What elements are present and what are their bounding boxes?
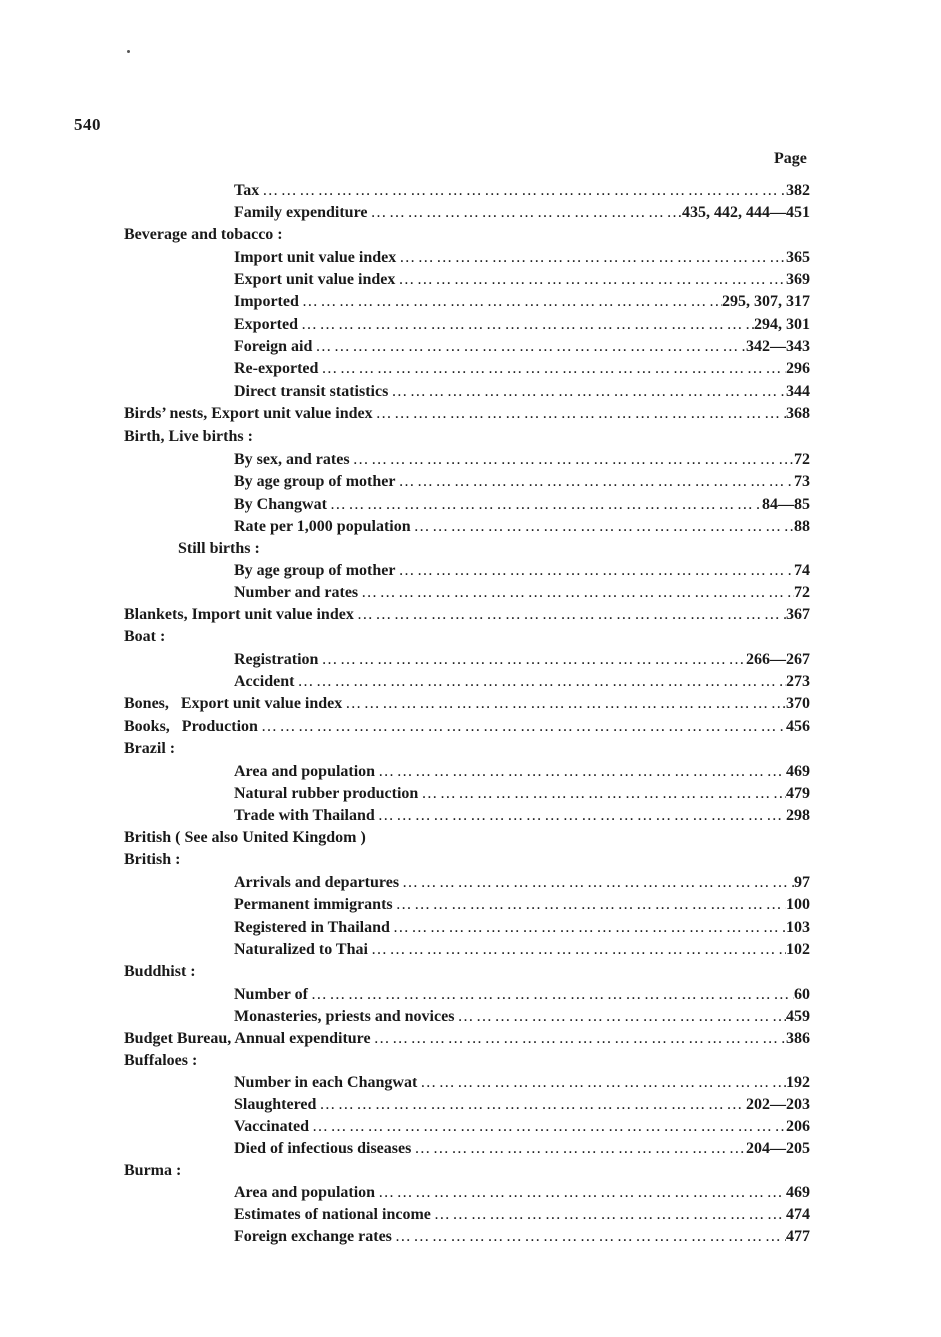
entry-label: Foreign exchange rates xyxy=(234,1228,392,1245)
dot-leader xyxy=(309,1117,786,1137)
index-entry xyxy=(234,495,810,515)
dot-leader xyxy=(392,1227,786,1247)
entry-label: Bones, Export unit value index xyxy=(124,695,343,712)
entry-label: Registration xyxy=(234,651,319,668)
dot-leader xyxy=(318,650,746,670)
entry-pages: 100 xyxy=(786,896,810,913)
entry-pages: 192 xyxy=(786,1074,810,1091)
dot-leader xyxy=(354,605,786,625)
entry-label: Number and rates xyxy=(234,584,359,601)
entry-label: Import unit value index xyxy=(234,249,397,266)
entry-label: Area and population xyxy=(234,763,376,780)
index-entry xyxy=(234,873,810,893)
entry-pages: 368 xyxy=(786,405,810,422)
entry-pages: 369 xyxy=(786,271,810,288)
dot-leader xyxy=(294,672,786,692)
index-entry xyxy=(234,315,810,335)
index-entry xyxy=(234,1205,810,1225)
index-heading: British ( See also United Kingdom ) xyxy=(124,829,366,846)
dot-leader xyxy=(417,1073,786,1093)
entry-label: Vaccinated xyxy=(234,1118,309,1135)
entry-label: Trade with Thailand xyxy=(234,807,375,824)
index-entry xyxy=(234,248,810,268)
entry-label: Slaughtered xyxy=(234,1096,317,1113)
index-entry xyxy=(234,1227,810,1247)
entry-label: Estimates of national income xyxy=(234,1206,431,1223)
entry-pages: 382 xyxy=(786,182,810,199)
index-entry xyxy=(234,1095,810,1115)
entry-pages: 73 xyxy=(794,473,810,490)
entry-pages: 97 xyxy=(794,874,810,891)
dot-leader xyxy=(298,315,754,335)
entry-pages: 296 xyxy=(786,360,810,377)
entry-label: Monasteries, priests and novices xyxy=(234,1008,455,1025)
entry-pages: 477 xyxy=(786,1228,810,1245)
index-heading: British : xyxy=(124,851,181,868)
entry-pages: 469 xyxy=(786,1184,810,1201)
index-entry xyxy=(234,895,810,915)
entry-label: Imported xyxy=(234,293,299,310)
index-entry xyxy=(234,762,810,782)
index-entry xyxy=(234,784,810,804)
entry-label: Number of xyxy=(234,986,308,1003)
entry-pages: 386 xyxy=(786,1030,810,1047)
dot-leader xyxy=(259,181,786,201)
index-heading: Boat : xyxy=(124,628,166,645)
index-entry xyxy=(234,292,810,312)
entry-pages: 103 xyxy=(786,919,810,936)
dot-leader xyxy=(375,762,786,782)
dot-leader xyxy=(316,1095,746,1115)
index-entry xyxy=(234,472,810,492)
entry-pages: 206 xyxy=(786,1118,810,1135)
entry-pages: 298 xyxy=(786,807,810,824)
index-heading: Brazil : xyxy=(124,740,176,757)
entry-pages: 367 xyxy=(786,606,810,623)
index-heading: Beverage and tobacco : xyxy=(124,226,283,243)
index-heading: Buddhist : xyxy=(124,963,196,980)
entry-label: Area and population xyxy=(234,1184,376,1201)
entry-pages: 456 xyxy=(786,718,810,735)
index-entry xyxy=(234,918,810,938)
entry-pages: 88 xyxy=(794,518,810,535)
index-entry xyxy=(234,1073,810,1093)
index-entry xyxy=(234,1117,810,1137)
entry-label: Died of infectious diseases xyxy=(234,1140,412,1157)
entry-pages: 102 xyxy=(786,941,810,958)
dot-leader xyxy=(375,1183,786,1203)
entry-pages: 459 xyxy=(786,1008,810,1025)
index-entry xyxy=(234,359,810,379)
dot-leader xyxy=(395,472,794,492)
dot-leader xyxy=(327,495,762,515)
index-entry xyxy=(234,382,810,402)
entry-label: Exported xyxy=(234,316,298,333)
entry-pages: 74 xyxy=(794,562,810,579)
entry-pages: 266—267 xyxy=(746,651,810,668)
index-entry xyxy=(124,1029,810,1049)
entry-pages: 84—85 xyxy=(762,496,810,513)
entry-pages: 344 xyxy=(786,383,810,400)
entry-label: Tax xyxy=(234,182,260,199)
entry-label: Naturalized to Thai xyxy=(234,941,368,958)
dot-leader xyxy=(395,270,786,290)
entry-label: By sex, and rates xyxy=(234,451,350,468)
dot-leader xyxy=(371,1029,786,1049)
dot-leader xyxy=(342,694,786,714)
entry-pages: 294, 301 xyxy=(754,316,810,333)
index-entry xyxy=(234,940,810,960)
index-entry xyxy=(234,650,810,670)
index-heading: Burma : xyxy=(124,1162,182,1179)
dot-leader xyxy=(411,517,794,537)
index-entry xyxy=(234,203,810,223)
entry-label: By Changwat xyxy=(234,496,327,513)
entry-label: Permanent immigrants xyxy=(234,896,393,913)
entry-label: Birds’ nests, Export unit value index xyxy=(124,405,373,422)
dot-leader xyxy=(367,203,682,223)
dot-leader xyxy=(299,292,722,312)
entry-pages: 435, 442, 444—451 xyxy=(682,204,810,221)
entry-pages: 479 xyxy=(786,785,810,802)
index-entry xyxy=(124,694,810,714)
entry-pages: 60 xyxy=(794,986,810,1003)
entry-label: By age group of mother xyxy=(234,562,396,579)
entry-pages: 469 xyxy=(786,763,810,780)
entry-label: Rate per 1,000 population xyxy=(234,518,411,535)
index-heading: Buffaloes : xyxy=(124,1052,198,1069)
entry-label: Direct transit statistics xyxy=(234,383,389,400)
index-entry xyxy=(234,270,810,290)
dot-leader xyxy=(350,450,794,470)
index-entry xyxy=(124,717,810,737)
dot-leader xyxy=(318,359,786,379)
dot-leader xyxy=(393,895,786,915)
dot-leader xyxy=(418,784,786,804)
entry-pages: 370 xyxy=(786,695,810,712)
index-entry xyxy=(234,583,810,603)
dot-leader xyxy=(308,985,794,1005)
index-entry xyxy=(124,404,810,424)
entry-label: Re-exported xyxy=(234,360,319,377)
index-entry xyxy=(234,450,810,470)
index-heading: Still births : xyxy=(178,540,260,557)
index-entry xyxy=(234,561,810,581)
dot-leader xyxy=(258,717,786,737)
index-entry xyxy=(234,1183,810,1203)
index-entry xyxy=(234,181,810,201)
entry-label: Accident xyxy=(234,673,295,690)
entry-label: Foreign aid xyxy=(234,338,313,355)
page-column-heading: Page xyxy=(774,150,807,167)
dot-leader xyxy=(454,1007,786,1027)
index-heading: Birth, Live births : xyxy=(124,428,253,445)
entry-label: Arrivals and departures xyxy=(234,874,400,891)
dot-leader xyxy=(395,561,794,581)
entry-label: Books, Production xyxy=(124,718,258,735)
dot-leader xyxy=(375,806,786,826)
dot-leader xyxy=(396,248,786,268)
entry-label: Registered in Thailand xyxy=(234,919,390,936)
dot-leader xyxy=(388,382,786,402)
entry-pages: 474 xyxy=(786,1206,810,1223)
dot-leader xyxy=(431,1205,786,1225)
entry-label: Natural rubber production xyxy=(234,785,419,802)
dot-leader xyxy=(368,940,786,960)
entry-pages: 204—205 xyxy=(746,1140,810,1157)
entry-pages: 72 xyxy=(794,451,810,468)
entry-label: Budget Bureau, Annual expenditure xyxy=(124,1030,371,1047)
entry-label: Number in each Changwat xyxy=(234,1074,418,1091)
entry-pages: 273 xyxy=(786,673,810,690)
entry-label: Family expenditure xyxy=(234,204,368,221)
entry-label: Export unit value index xyxy=(234,271,396,288)
entry-label: By age group of mother xyxy=(234,473,396,490)
dot-leader xyxy=(411,1139,746,1159)
index-entry xyxy=(124,605,810,625)
dot-leader xyxy=(399,873,794,893)
index-entry xyxy=(234,985,810,1005)
index-entry xyxy=(234,672,810,692)
page-number: 540 xyxy=(74,115,101,134)
index-entry xyxy=(234,337,810,357)
entry-label: Blankets, Import unit value index xyxy=(124,606,354,623)
dot-leader xyxy=(358,583,794,603)
entry-pages: 365 xyxy=(786,249,810,266)
entry-pages: 342—343 xyxy=(746,338,810,355)
index-entry xyxy=(234,1139,810,1159)
dot-leader xyxy=(312,337,746,357)
index-entry xyxy=(234,1007,810,1027)
dot-leader xyxy=(373,404,786,424)
entry-pages: 295, 307, 317 xyxy=(722,293,810,310)
index-entry xyxy=(234,806,810,826)
dot-leader xyxy=(390,918,786,938)
index-entry xyxy=(234,517,810,537)
entry-pages: 202—203 xyxy=(746,1096,810,1113)
entry-pages: 72 xyxy=(794,584,810,601)
